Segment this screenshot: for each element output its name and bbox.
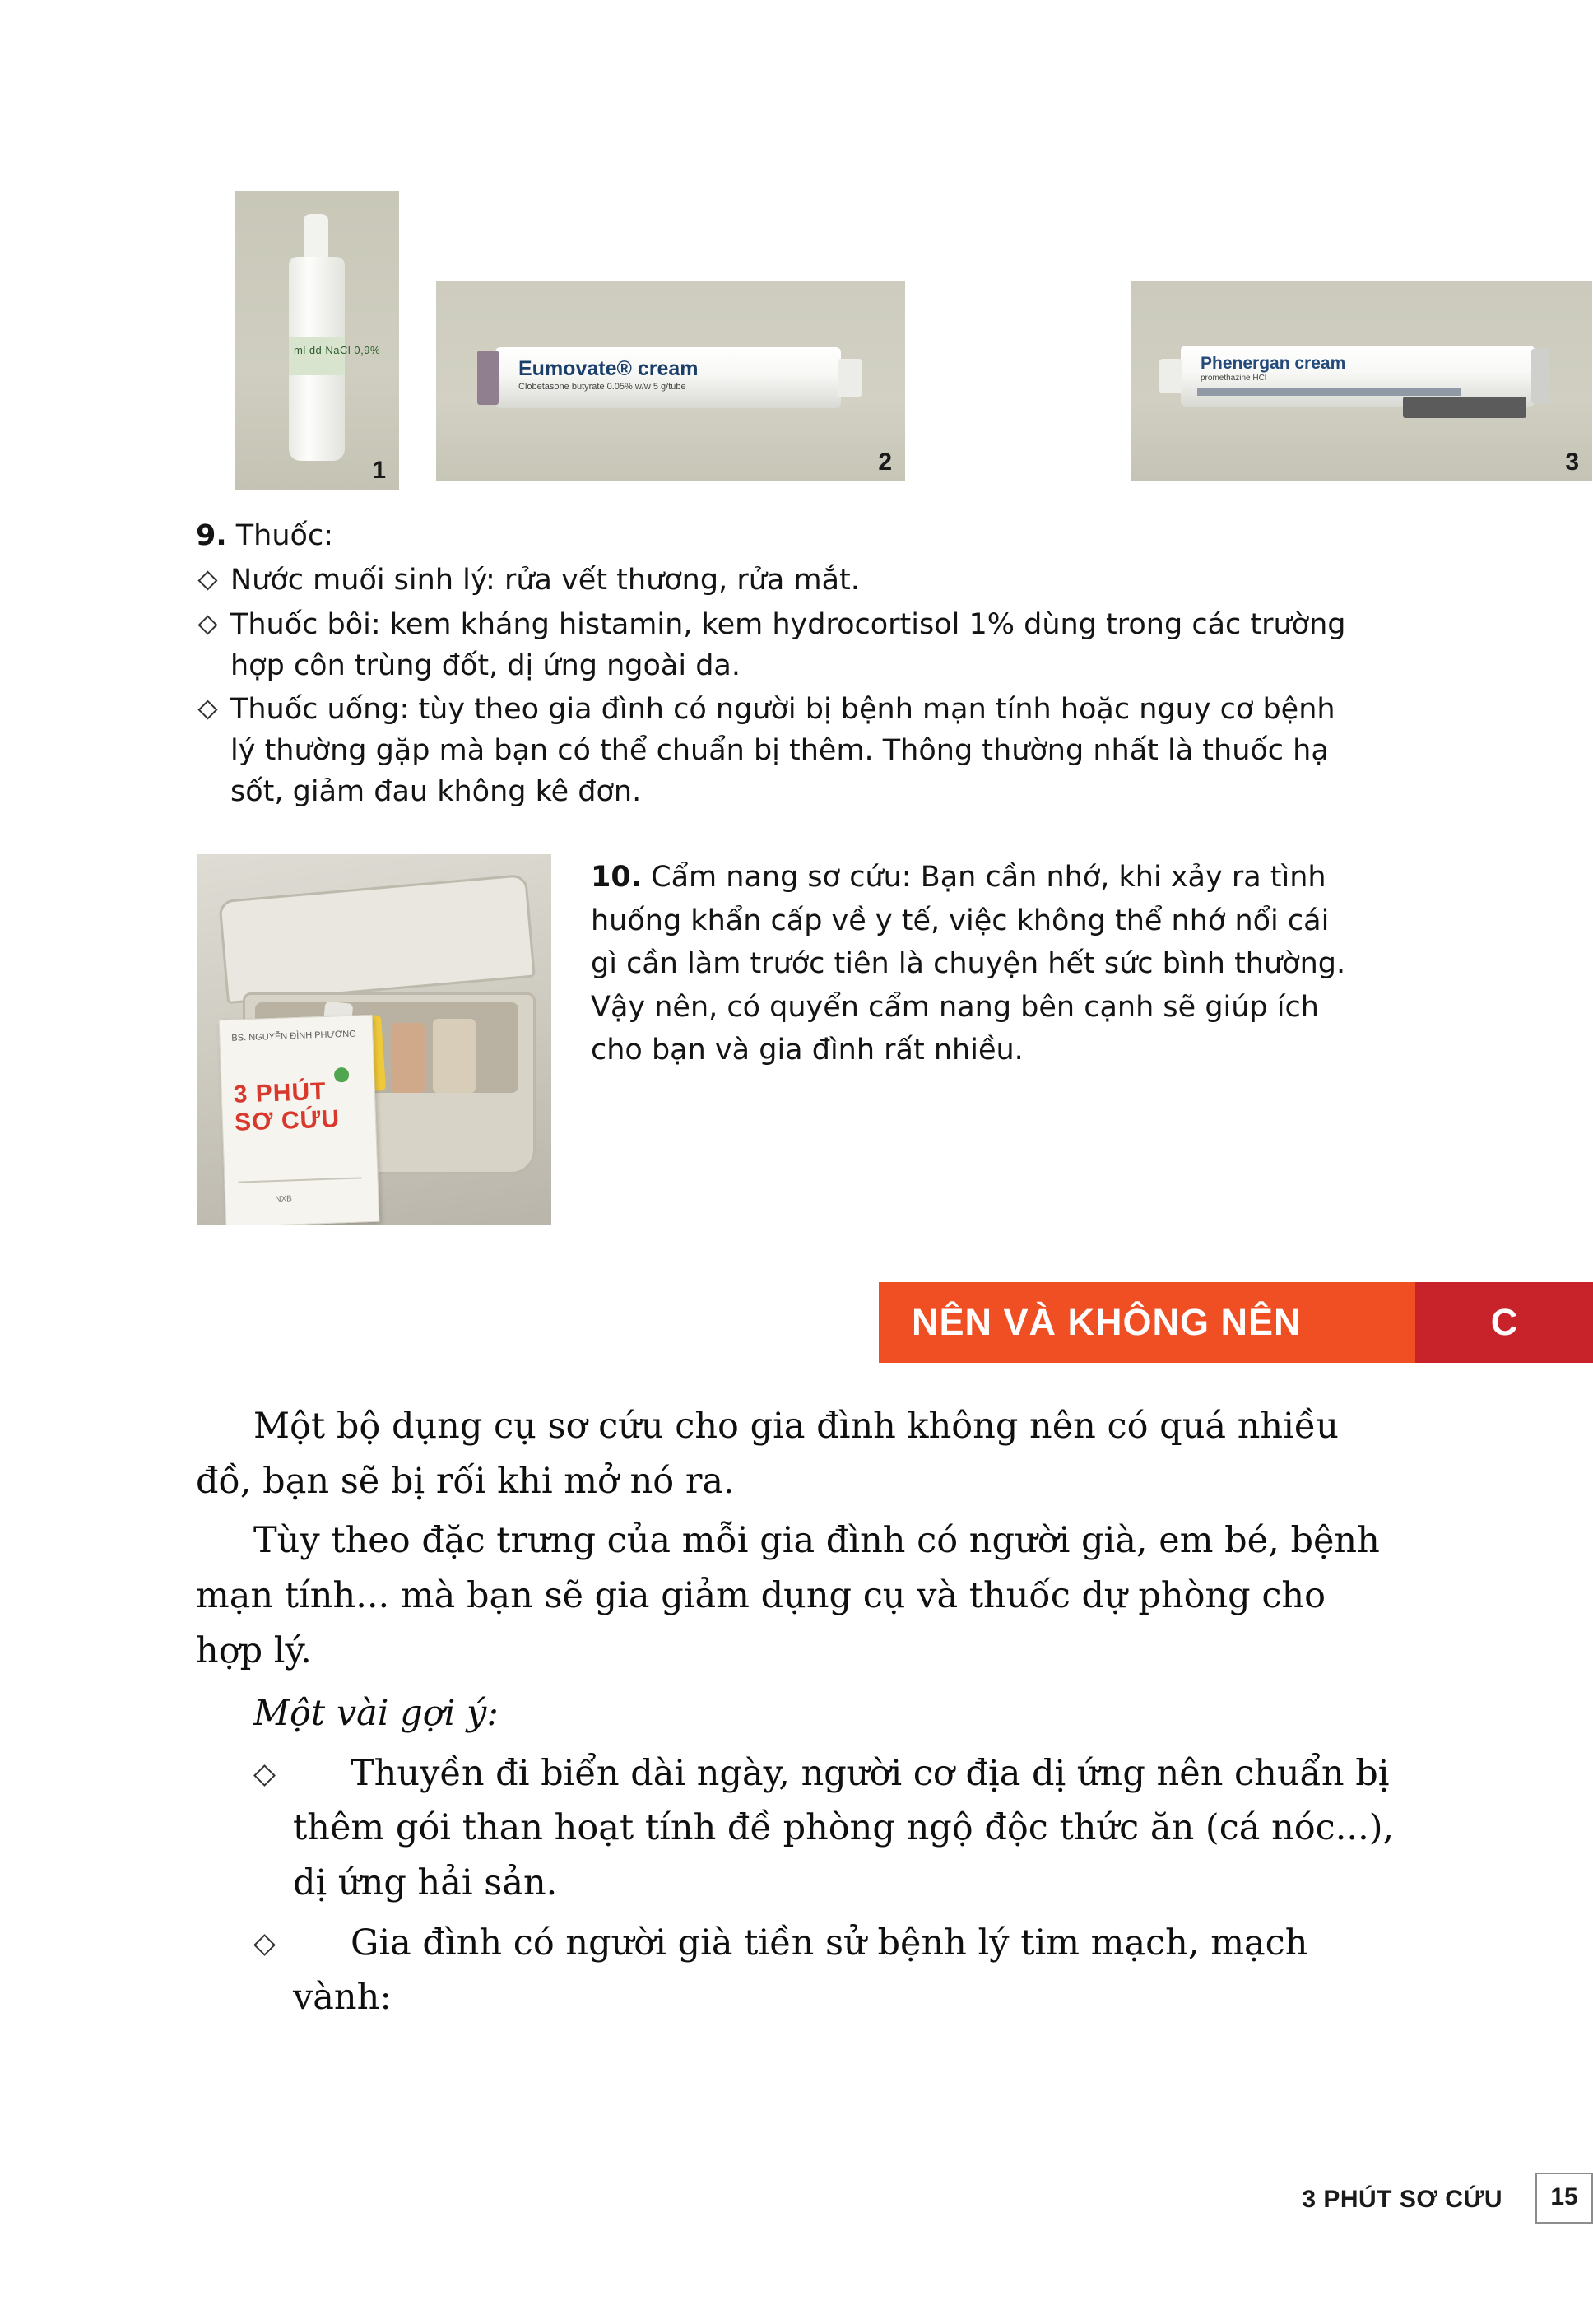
phenergan-tube	[1181, 346, 1535, 407]
list-item	[196, 1916, 1397, 2025]
handbook-title-line1: 3 PHÚT	[233, 1077, 327, 1109]
saline-bottle-illustration	[286, 214, 381, 461]
diamond-bullet-icon	[197, 615, 217, 634]
section-9-number: 9.	[196, 519, 227, 552]
section-banner	[879, 1282, 1593, 1363]
paragraph: Tùy theo đặc trưng của mỗi gia đình có người già, em bé, bệnh mạn tính... mà bạn sẽ gia giảm dụng cụ và thuốc dự phòng cho hợp lý.	[196, 1520, 1380, 1671]
section-9-heading	[196, 517, 1356, 555]
handbook-cover	[219, 1015, 380, 1225]
section-10-text: Cẩm nang sơ cứu: Bạn cần nhớ, khi xảy ra tình huống khẩn cấp về y tế, việc không thể nhớ nổi cái gì cần làm trước tiên là chuyện hết sức bình thường. Vậy nên, có quyển cẩm nang bên cạnh sẽ giúp ích cho bạn và gia đình rất nhiều.	[591, 861, 1346, 1067]
tube-crimp	[1531, 349, 1549, 403]
tube-subtext: promethazine HCl	[1201, 374, 1267, 383]
bottle-cap	[304, 214, 328, 263]
handbook-title-line2: SƠ CỨU	[234, 1105, 341, 1136]
section-9-medicines	[196, 517, 1356, 816]
list-item	[196, 1746, 1397, 1911]
eumovate-tube	[495, 347, 841, 408]
section-9-title: Thuốc:	[235, 519, 333, 552]
list-item	[196, 560, 1356, 602]
paragraph: Một bộ dụng cụ sơ cứu cho gia đình không nên có quá nhiều đồ, bạn sẽ bị rối khi mở nó ra.	[196, 1406, 1339, 1502]
banner-title: NÊN VÀ KHÔNG NÊN	[912, 1301, 1302, 1343]
banner-red-block	[1415, 1282, 1593, 1363]
handbook-author: BS. NGUYỄN ĐÌNH PHƯƠNG	[231, 1029, 357, 1043]
handbook-publisher: NXB	[275, 1194, 293, 1205]
tube-nozzle	[1159, 359, 1182, 393]
list-item-text: Thuốc bôi: kem kháng histamin, kem hydrocortisol 1% dùng trong các trường hợp côn trùng đốt, dị ứng ngoài da.	[230, 607, 1346, 682]
list-item	[196, 690, 1356, 812]
diamond-bullet-icon	[197, 700, 217, 720]
list-item-text: Thuyền đi biển dài ngày, người cơ địa dị ứng nên chuẩn bị thêm gói than hoạt tính đề phòng ngộ độc thức ăn (cá nóc...), dị ứng hải sản.	[293, 1752, 1395, 1904]
product-photo-strip	[235, 191, 1592, 490]
tube-nozzle	[838, 359, 862, 397]
kit-supply-item	[433, 1019, 476, 1093]
list-item-text: Thuốc uống: tùy theo gia đình có người bị bệnh mạn tính hoặc nguy cơ bệnh lý thường gặp mà bạn có thể chuẩn bị thêm. Thông thường nhất là thuốc hạ sốt, giảm đau không kê đơn.	[230, 693, 1335, 808]
bottle-label-text: ml dd NaCl 0,9%	[294, 344, 381, 356]
banner-orange-block	[879, 1282, 1415, 1363]
list-item-text: Nước muối sinh lý: rửa vết thương, rửa mắt.	[230, 564, 860, 597]
kit-supply-item	[392, 1023, 425, 1093]
photo-number: 3	[1565, 449, 1579, 476]
tube-brand-text: Phenergan cream	[1201, 354, 1346, 373]
list-item-text: Gia đình có người già tiền sử bệnh lý tim mạch, mạch vành:	[293, 1922, 1308, 2019]
photo-number: 1	[372, 457, 386, 484]
prose-italic-lead: Một vài gợi ý:	[253, 1693, 499, 1735]
tube-foot-label	[1403, 397, 1526, 418]
diamond-bullet-icon	[253, 1934, 276, 1956]
handbook-dot-icon	[334, 1067, 350, 1083]
page-footer	[1144, 2173, 1593, 2230]
tube-stripe	[1197, 388, 1461, 396]
bottle-label	[289, 337, 381, 375]
section-10-handbook	[591, 856, 1363, 1072]
photo-eumovate-cream	[436, 281, 905, 481]
photo-saline-bottle	[235, 191, 399, 490]
diamond-bullet-icon	[197, 571, 217, 591]
tube-subtext: Clobetasone butyrate 0.05% w/w 5 g/tube	[518, 382, 686, 392]
handbook-divider	[239, 1177, 362, 1183]
section-10-number: 10.	[591, 861, 643, 894]
photo-first-aid-kit	[197, 854, 551, 1225]
tube-brand-text: Eumovate® cream	[518, 357, 699, 380]
list-item	[196, 605, 1356, 686]
footer-book-title: 3 PHÚT SƠ CỨU	[1302, 2186, 1502, 2213]
photo-phenergan-cream	[1131, 281, 1592, 481]
photo-number: 2	[878, 449, 892, 476]
main-prose	[196, 1399, 1397, 2030]
page-number: 15	[1550, 2183, 1578, 2210]
kit-lid	[218, 874, 536, 1004]
diamond-bullet-icon	[253, 1764, 276, 1787]
tube-crimp	[477, 351, 499, 405]
banner-letter: C	[1490, 1301, 1518, 1343]
